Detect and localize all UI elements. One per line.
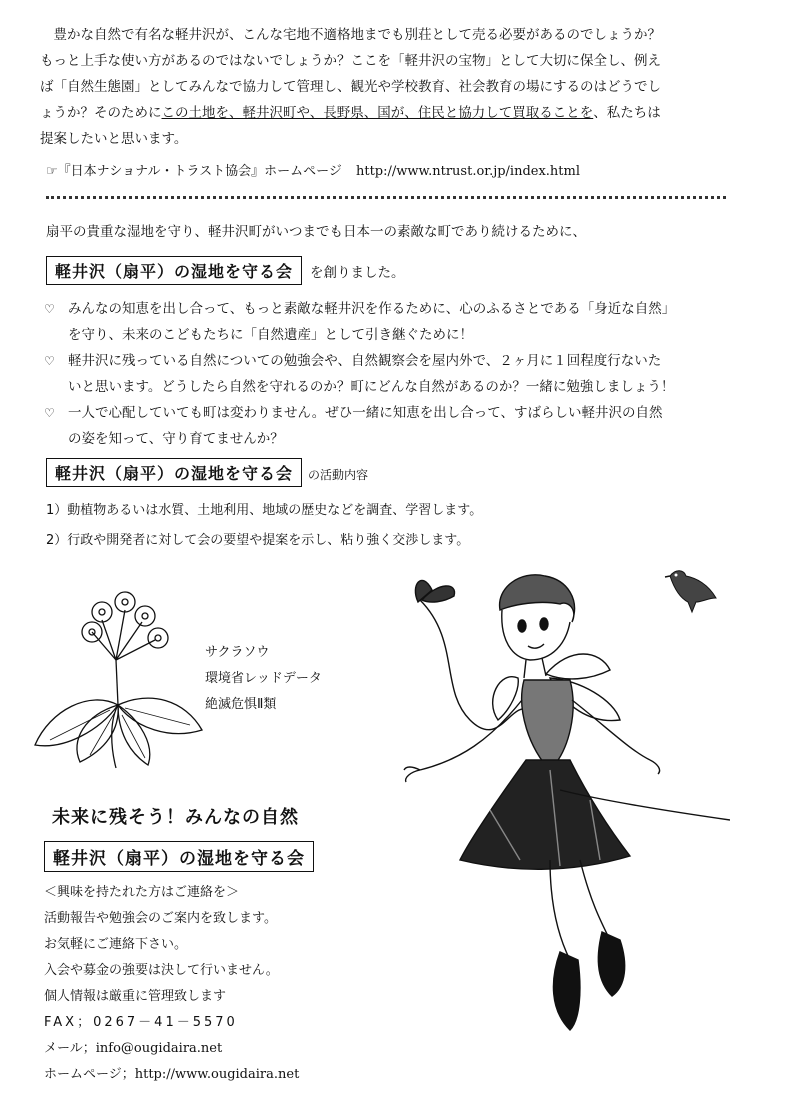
intro-paragraph	[40, 22, 770, 152]
association-name-box: 軽井沢（扇平）の湿地を守る会	[44, 841, 314, 872]
intro-line-text: もっと上手な使い方があるのではないでしょうか？ここを「軽井沢の宝物」として大切に保全し、例え	[40, 53, 661, 69]
flower-head	[82, 592, 168, 648]
activity-item: 1）動植物あるいは水質、土地利用、地域の歴史などを調査、学習します。	[46, 503, 483, 518]
contact-block	[44, 880, 299, 1088]
contact-line: お気軽にご連絡下さい。	[44, 937, 188, 952]
intro-line: 豊かな自然で有名な軽井沢が、こんな宅地不適格地までも別荘として売る必要があるのでしょうか？	[53, 27, 661, 43]
email-link[interactable]: メール；info@ougidaira.net	[44, 1041, 223, 1056]
goals-list	[44, 296, 744, 452]
association-footer-title	[44, 841, 314, 872]
caption-line: 環境省レッドデータ	[205, 671, 322, 686]
list-item	[44, 400, 744, 452]
contact-line: 活動報告や勉強会のご案内を致します。	[44, 911, 277, 926]
national-trust-reference	[46, 160, 580, 179]
intro-line-text: ば「自然生態園」としてみんなで協力して管理し、観光や学校教育、社会教育の場にするのはどうでし	[40, 79, 661, 95]
caption-line: 絶滅危惧Ⅱ類	[205, 697, 277, 712]
contact-heading: ＜興味を持たれた方はご連絡を＞	[44, 885, 240, 900]
activities-header	[46, 458, 368, 487]
heart-icon: ♡	[44, 406, 55, 420]
list-item-line: みんなの知恵を出し合って、もっと素敵な軽井沢を作るために、心のふるさとである「身近な自然」	[68, 301, 676, 317]
contact-line: 入会や募金の強要は決して行いません。	[44, 963, 279, 978]
trust-url-link[interactable]: http://www.ntrust.or.jp/index.html	[355, 164, 581, 179]
trust-label: ☞『日本ナショナル・トラスト協会』ホームページ	[46, 164, 342, 179]
association-name-box: 軽井沢（扇平）の湿地を守る会	[46, 256, 302, 285]
flower-caption	[205, 640, 322, 718]
list-item	[44, 348, 744, 400]
association-name-box: 軽井沢（扇平）の湿地を守る会	[46, 458, 302, 487]
founded-text: を創りました。	[310, 265, 405, 281]
caption-line: サクラソウ	[205, 645, 270, 660]
activity-item: 2）行政や開発者に対して会の要望や提案を示し、粘り強く交渉します。	[46, 533, 470, 548]
intro-line	[40, 100, 770, 126]
intro-line	[40, 74, 770, 100]
heart-icon: ♡	[44, 302, 55, 316]
list-item-line: 軽井沢に残っている自然についての勉強会や、自然観察会を屋内外で、２ヶ月に１回程度行ないた	[68, 353, 662, 369]
proposal-underline: この土地を、軽井沢町や、長野県、国が、住民と協力して買取ることを	[161, 105, 594, 121]
list-item	[44, 296, 744, 348]
founded-row	[46, 256, 405, 285]
fairy-illustration	[400, 560, 730, 1080]
dotted-divider	[46, 196, 726, 199]
intro-line	[40, 48, 770, 74]
list-item-line: 一人で心配していても町は変わりません。ぜひ一緒に知恵を出し合って、すばらしい軽井沢の自然	[68, 405, 663, 421]
list-item-line: いと思います。どうしたら自然を守れるのか？町にどんな自然があるのか？一緒に勉強しましょう！	[68, 379, 675, 395]
fax-number: FAX；0267－41－5570	[44, 1015, 238, 1030]
list-item-line: の姿を知って、守り育てませんか？	[68, 431, 284, 447]
intro-line-text: 提案したいと思います。	[40, 131, 188, 147]
intro-line	[40, 126, 770, 152]
intro-line-text: 、私たちは	[593, 105, 661, 121]
contact-line: 個人情報は厳重に管理致します	[44, 989, 227, 1004]
heart-icon: ♡	[44, 354, 55, 368]
intro-line-text: ょうか？そのために	[40, 105, 162, 121]
activities-suffix: の活動内容	[308, 468, 369, 482]
lead-sentence: 扇平の貴重な湿地を守り、軽井沢町がいつまでも日本一の素敵な町であり続けるために、	[46, 224, 586, 240]
primrose-illustration	[30, 580, 205, 770]
activities-list	[46, 496, 482, 556]
slogan: 未来に残そう！みんなの自然	[52, 807, 299, 828]
list-item-line: を守り、未来のこどもたちに「自然遺産」として引き継ぐために！	[68, 327, 473, 343]
homepage-link[interactable]: ホームページ；http://www.ougidaira.net	[44, 1067, 300, 1082]
